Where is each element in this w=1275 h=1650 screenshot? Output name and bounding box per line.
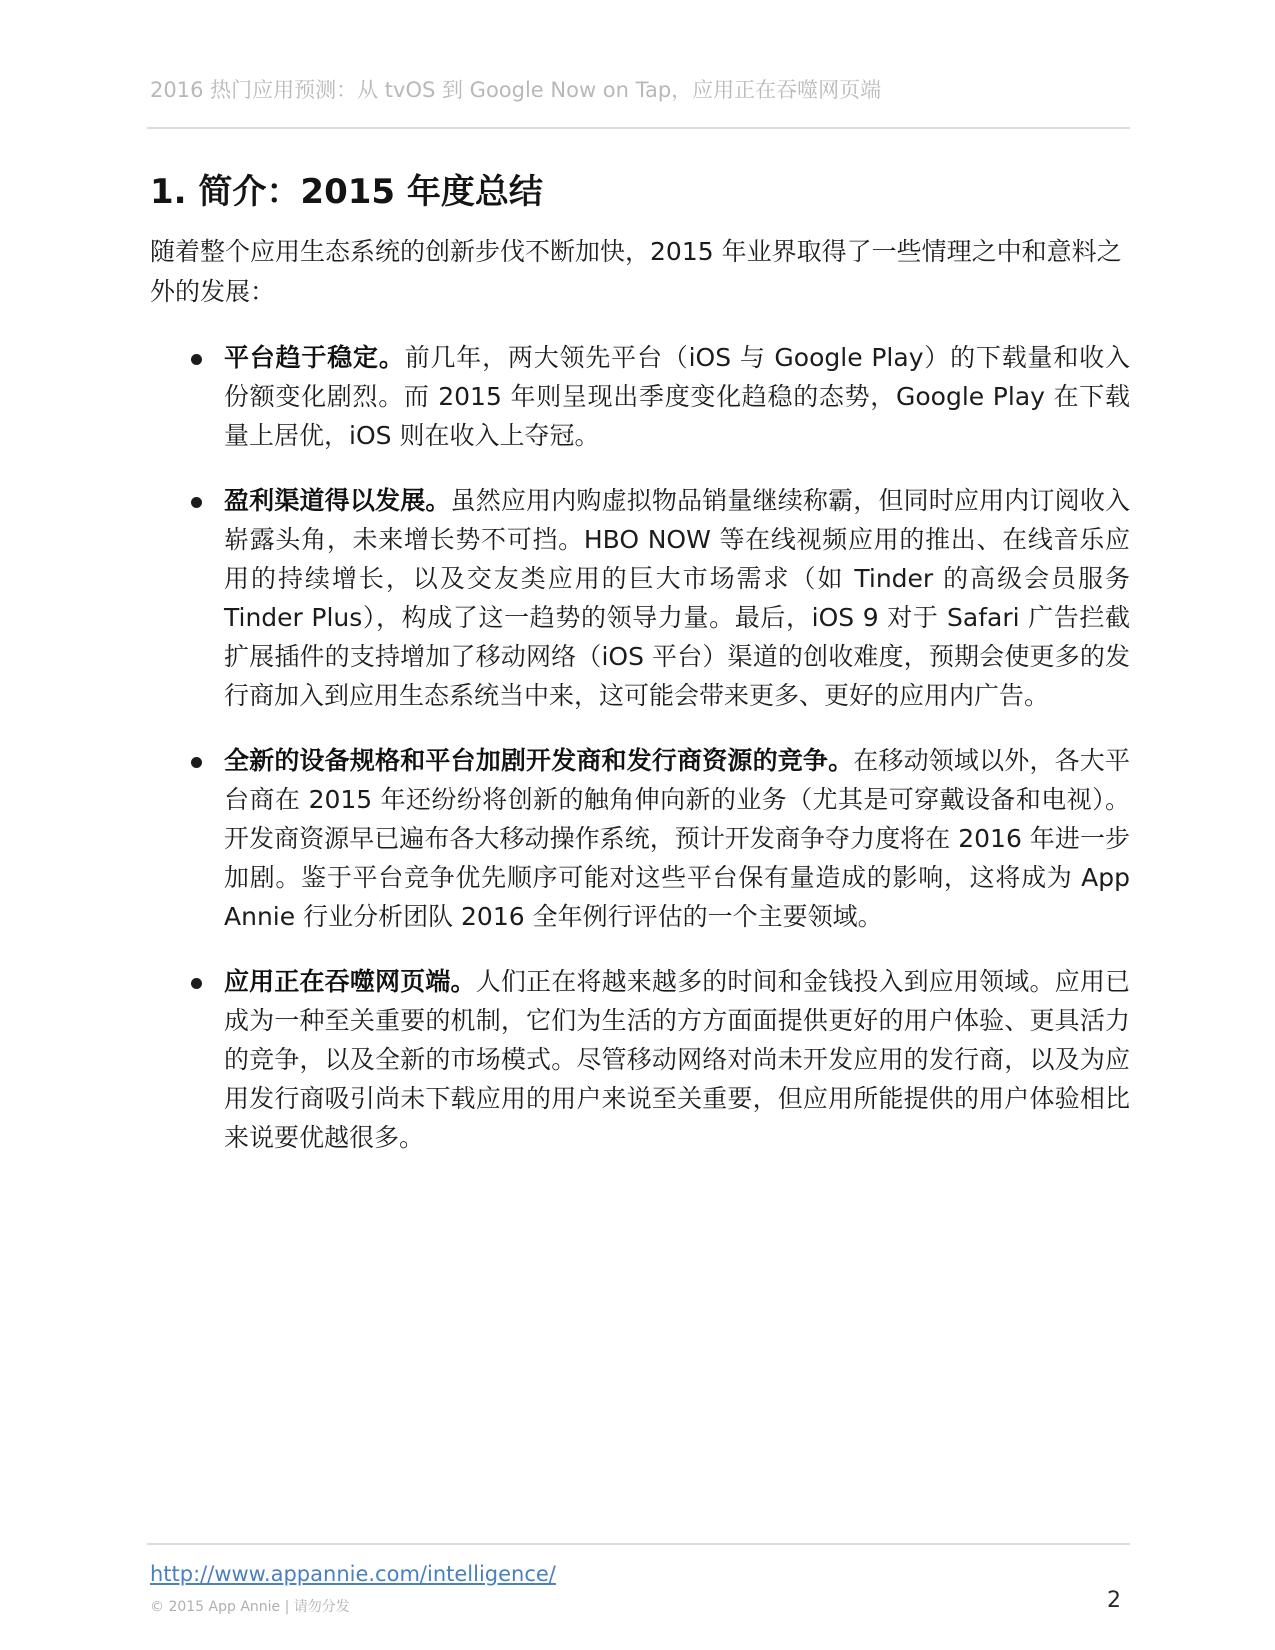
bullet-item-platform-stability (150, 338, 1130, 455)
bullet-dot-icon (191, 497, 202, 508)
header-divider (147, 127, 1130, 129)
bullet-lead: 应用正在吞噬网页端。 (224, 967, 476, 996)
bullet-list (150, 338, 1130, 1157)
bullet-text: 人们正在将越来越多的时间和金钱投入到应用领域。应用已成为一种至关重要的机制，它们为生活的方方面面提供更好的用户体验、更具活力的竞争，以及全新的市场模式。尽管移动网络对尚未开发应用的发行商，以及为应用发行商吸引尚未下载应用的用户来说至关重要，但应用所能提供的用户体验相比来说要优越很多。 (224, 967, 1130, 1152)
bullet-text: 前几年，两大领先平台（iOS 与 Google Play）的下载量和收入份额变化剧烈。而 2015 年则呈现出季度变化趋稳的态势，Google Play 在下载量上居优，iOS 则在收入上夺冠。 (224, 343, 1130, 450)
copyright-notice: © 2015 App Annie | 请勿分发 (150, 1599, 350, 1615)
bullet-item-device-competition (150, 741, 1130, 936)
bullet-text: 虽然应用内购虚拟物品销量继续称霸，但同时应用内订阅收入崭露头角，未来增长势不可挡。HBO NOW 等在线视频应用的推出、在线音乐应用的持续增长，以及交友类应用的巨大市场需求（如 Tinder 的高级会员服务 Tinder Plus），构成了这一趋势的领导力量。最后，iOS 9 对于 Safari 广告拦截扩展插件的支持增加了移动网络（iOS 平台）渠道的创收难度，预期会使更多的发行商加入到应用生态系统当中来，这可能会带来更多、更好的应用内广告。 (224, 486, 1130, 710)
footer-link[interactable]: http://www.appannie.com/intelligence/ (150, 1562, 556, 1586)
running-header: 2016 热门应用预测：从 tvOS 到 Google Now on Tap，应用正在吞噬网页端 (150, 78, 882, 102)
bullet-lead: 盈利渠道得以发展。 (224, 486, 451, 515)
bullet-text: 在移动领域以外，各大平台商在 2015 年还纷纷将创新的触角伸向新的业务（尤其是可穿戴设备和电视）。开发商资源早已遍布各大移动操作系统，预计开发商争夺力度将在 2016 年进一步加剧。鉴于平台竞争优先顺序可能对这些平台保有量造成的影响，这将成为 App Annie 行业分析团队 2016 全年例行评估的一个主要领域。 (224, 746, 1130, 931)
bullet-lead: 全新的设备规格和平台加剧开发商和发行商资源的竞争。 (224, 746, 854, 775)
bullet-item-monetization (150, 481, 1130, 715)
bullet-dot-icon (191, 354, 202, 365)
section-title: 1. 简介：2015 年度总结 (150, 172, 543, 212)
page-number: 2 (1107, 1588, 1121, 1613)
bullet-lead: 平台趋于稳定。 (224, 343, 405, 372)
bullet-dot-icon (191, 978, 202, 989)
bullet-item-apps-eating-web (150, 962, 1130, 1157)
intro-paragraph: 随着整个应用生态系统的创新步伐不断加快，2015 年业界取得了一些情理之中和意料之外的发展： (150, 237, 1122, 306)
bullet-dot-icon (191, 757, 202, 768)
footer-divider (147, 1543, 1130, 1545)
